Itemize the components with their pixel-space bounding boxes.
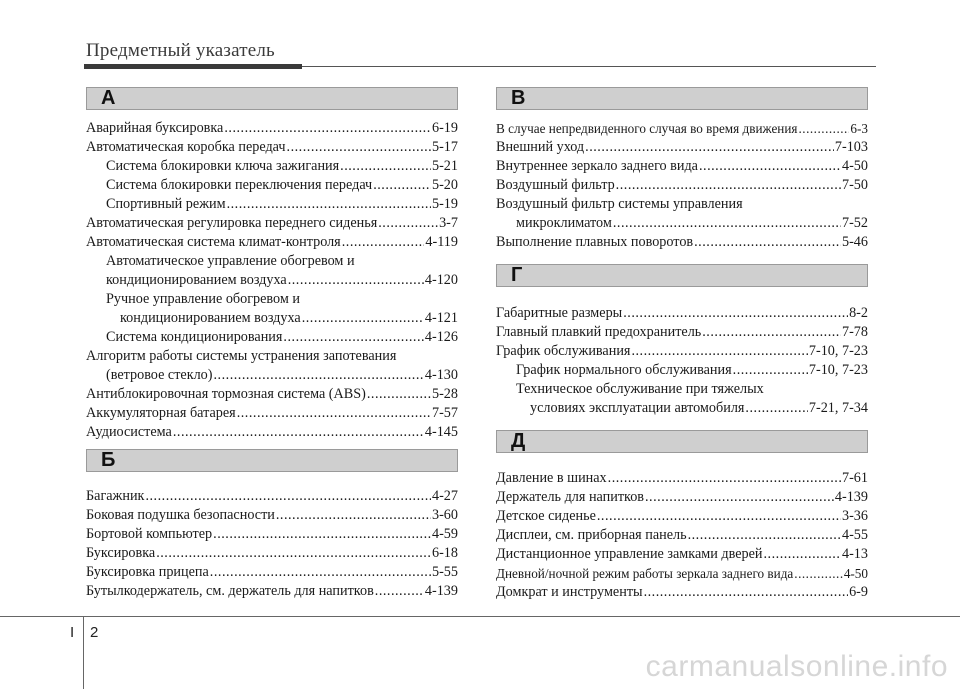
index-entry[interactable]: Автоматическая система климат-контроля ..... 4-119 <box>86 233 458 252</box>
index-subentry[interactable]: микроклиматом ..... 7-52 <box>496 214 868 233</box>
index-entry[interactable]: Аудиосистема ..... 4-145 <box>86 423 458 442</box>
index-entry[interactable]: График обслуживания ..... 7-10, 7-23 <box>496 342 868 361</box>
index-entry[interactable]: Дневной/ночной режим работы зеркала заднего вида ..... 4-50 <box>496 564 868 583</box>
footer-rule <box>0 616 960 617</box>
section-letter: В <box>511 87 526 109</box>
section-letter: Б <box>101 449 116 471</box>
index-entry[interactable]: Боковая подушка безопасности ..... 3-60 <box>86 506 458 525</box>
left-column <box>86 0 458 689</box>
section-letter: А <box>101 87 116 109</box>
index-entry[interactable]: Автоматическая коробка передач ..... 5-17 <box>86 138 458 157</box>
index-entry[interactable]: Давление в шинах ..... 7-61 <box>496 469 868 488</box>
index-entry[interactable]: Габаритные размеры ..... 8-2 <box>496 304 868 323</box>
footer-section: I <box>70 624 75 641</box>
section-letter: Д <box>511 430 526 452</box>
index-entry[interactable]: Бортовой компьютер ..... 4-59 <box>86 525 458 544</box>
index-subentry[interactable]: условиях эксплуатации автомобиля ..... 7-21, 7-34 <box>496 399 868 418</box>
index-entry[interactable]: Аккумуляторная батарея ..... 7-57 <box>86 404 458 423</box>
section-header-g <box>496 264 868 287</box>
right-column <box>496 0 868 689</box>
index-entry[interactable]: Дистанционное управление замками дверей ..... 4-13 <box>496 545 868 564</box>
index-entry[interactable]: Бутылкодержатель, см. держатель для напитков ..... 4-139 <box>86 582 458 601</box>
index-entry[interactable]: Держатель для напитков ..... 4-139 <box>496 488 868 507</box>
index-entry[interactable]: Буксировка ..... 6-18 <box>86 544 458 563</box>
section-header-b <box>86 449 458 472</box>
index-entry[interactable]: Выполнение плавных поворотов ..... 5-46 <box>496 233 868 252</box>
index-entry[interactable]: Внешний уход ..... 7-103 <box>496 138 868 157</box>
watermark: carmanualsonline.info <box>645 650 948 683</box>
index-entry[interactable]: Домкрат и инструменты ..... 6-9 <box>496 583 868 602</box>
index-entry[interactable]: Буксировка прицепа ..... 5-55 <box>86 563 458 582</box>
index-subentry[interactable]: Автоматическое управление обогревом и <box>106 253 355 269</box>
index-entry[interactable]: Аварийная буксировка ..... 6-19 <box>86 119 458 138</box>
index-subentry[interactable]: Техническое обслуживание при тяжелых <box>516 381 764 397</box>
page-title: Предметный указатель <box>86 40 275 61</box>
index-entry[interactable]: Воздушный фильтр ..... 7-50 <box>496 176 868 195</box>
section-header-v <box>496 87 868 110</box>
index-subentry[interactable]: Система кондиционирования ..... 4-126 <box>86 328 458 347</box>
index-subentry[interactable]: кондиционированием воздуха ..... 4-120 <box>86 271 458 290</box>
page-number: 2 <box>90 624 99 641</box>
index-entry[interactable]: Антиблокировочная тормозная система (ABS) ..... 5-28 <box>86 385 458 404</box>
index-entry[interactable]: Багажник ..... 4-27 <box>86 487 458 506</box>
index-entry[interactable]: Главный плавкий предохранитель ..... 7-78 <box>496 323 868 342</box>
section-header-d <box>496 430 868 453</box>
index-subentry[interactable]: Система блокировки переключения передач ..... 5-20 <box>86 176 458 195</box>
index-entry[interactable]: Алгоритм работы системы устранения запотевания <box>86 348 397 364</box>
index-subentry[interactable]: (ветровое стекло) ..... 4-130 <box>86 366 458 385</box>
section-letter: Г <box>511 264 523 286</box>
footer-separator <box>83 617 84 689</box>
index-subentry[interactable]: График нормального обслуживания ..... 7-10, 7-23 <box>496 361 868 380</box>
index-entry[interactable]: Внутреннее зеркало заднего вида ..... 4-50 <box>496 157 868 176</box>
index-entry[interactable]: Дисплеи, см. приборная панель ..... 4-55 <box>496 526 868 545</box>
section-header-a <box>86 87 458 110</box>
index-entry[interactable]: Детское сиденье ..... 3-36 <box>496 507 868 526</box>
index-entry[interactable]: Воздушный фильтр системы управления <box>496 196 743 212</box>
index-subentry[interactable]: Спортивный режим ..... 5-19 <box>86 195 458 214</box>
index-subentry[interactable]: Система блокировки ключа зажигания ..... 5-21 <box>86 157 458 176</box>
index-subentry[interactable]: Ручное управление обогревом и <box>106 291 300 307</box>
index-subentry[interactable]: кондиционированием воздуха ..... 4-121 <box>86 309 458 328</box>
index-entry[interactable]: Автоматическая регулировка переднего сиденья ..... 3-7 <box>86 214 458 233</box>
index-entry[interactable]: В случае непредвиденного случая во время движения ..... 6-3 <box>496 119 868 138</box>
